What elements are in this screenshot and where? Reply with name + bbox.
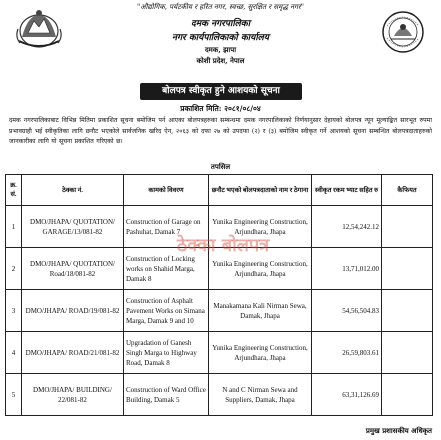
description-cell: Construction of Ward Office Building, Damak 5 xyxy=(124,374,209,416)
table-row xyxy=(6,374,433,416)
municipality-name: दमक नगरपालिका xyxy=(190,19,251,29)
contract-no-cell: DMO/JHAPA/ QUOTATION/ Road/18/081-82 xyxy=(22,248,124,290)
contract-no-cell: DMO/JHAPA/ ROAD/19/081-82 xyxy=(22,290,124,332)
description-cell: Construction of Locking works on Shahid Marga, Damak 8 xyxy=(124,248,209,290)
address-line-2: कोशी प्रदेश, नेपाल xyxy=(196,56,245,65)
watermark-text: ठेक्का बोलपत्र xyxy=(176,235,270,256)
table-row xyxy=(6,290,433,332)
publication-date: प्रकाशित मिति: २०८१/०८/०४ xyxy=(180,104,261,113)
header-remarks: कैफियत xyxy=(382,175,433,206)
description-cell: Construction of Asphalt Pavement Works on Simana Marga, Damak 9 and 10 xyxy=(124,290,209,332)
table-row xyxy=(6,206,433,248)
remarks-cell xyxy=(382,290,433,332)
serial-cell: 3 xyxy=(6,290,22,332)
contract-no-cell: DMO/JHAPA/ QUOTATION/ GARAGE/13/081-82 xyxy=(22,206,124,248)
amount-cell: 63,31,126.69 xyxy=(312,374,382,416)
address-line-1: दमक, झापा xyxy=(204,45,237,54)
remarks-cell xyxy=(382,206,433,248)
bidder-cell: Manakamana Kali Nirman Sewa, Damak, Jhapa xyxy=(209,290,312,332)
bidder-cell: Yunika Engineering Construction, Arjundhara, Jhapa xyxy=(209,248,312,290)
amount-cell: 13,71,012.00 xyxy=(312,248,382,290)
header-work-description: कामको विवरण xyxy=(124,175,209,206)
bidder-cell: Yunika Engineering Construction, Arjundhara, Jhapa xyxy=(209,206,312,248)
remarks-cell xyxy=(382,374,433,416)
table-row xyxy=(6,248,433,290)
notice-body: दमक नगरपालिकाबाट विभिन्न मितिमा प्रकाशित सूचना बमोजिम पर्न आएका बोलपत्रहरुका सम्बन्धमा दमक नगरपालिकाको निर्णयानुसार देहायको बोलपत्र न्यून मूल्याङ्कित सारभूत रुपमा प्रभावग्राही भई स्वीकृतिका लागि छनौट भएकोले सार्वजनिक खरिद ऐन, २०६३ को दफा २७ को उपदफा (२) र (३) बमोजिम स्वीकृत गर्ने आशयको सूचना सम्बन्धित बोलपत्रदाताहरुको जानकारीका लागि यो सूचना प्रकाशित गरिएको छ। xyxy=(9,117,432,145)
serial-cell: 5 xyxy=(6,374,22,416)
details-label: तपसिल xyxy=(210,162,231,171)
table-row xyxy=(6,332,433,374)
bidder-cell: Yunika Engineering Construction, Arjundhara, Jhapa xyxy=(209,332,312,374)
amount-cell: 54,56,504.83 xyxy=(312,290,382,332)
serial-cell: 4 xyxy=(6,332,22,374)
amount-cell: 26,59,803.61 xyxy=(312,332,382,374)
bidder-cell: N and C Nirman Sewa and Suppliers, Damak, Jhapa xyxy=(209,374,312,416)
header-selected-bidder: छनौट भएको बोलपत्रदाताको नाम र ठेगाना xyxy=(209,175,312,206)
header-contract-no: ठेक्का नं. xyxy=(22,175,124,206)
description-cell: Construction of Garage on Pashuhat, Damak 7 xyxy=(124,206,209,248)
remarks-cell xyxy=(382,248,433,290)
municipality-motto: "औद्योगिक, पर्यटकीय र हरित नगर, स्वच्छ, सुरक्षित र समृद्ध नगर" xyxy=(137,3,304,11)
contract-no-cell: DMO/JHAPA/ ROAD/21/081-82 xyxy=(22,332,124,374)
serial-cell: 1 xyxy=(6,206,22,248)
signature-title: प्रमुख प्रशासकीय अधिकृत xyxy=(365,426,432,435)
office-name: नगर कार्यपालिकाको कार्यालय xyxy=(172,33,269,43)
remarks-cell xyxy=(382,332,433,374)
amount-cell: 12,54,242.12 xyxy=(312,206,382,248)
notice-title: बोलपत्र स्वीकृत हुने आशयको सूचना xyxy=(140,83,302,100)
contracts-table xyxy=(5,174,433,416)
table-header-row xyxy=(6,175,433,206)
description-cell: Upgradation of Ganesh Singh Marga to Highway Road, Damak 8 xyxy=(124,332,209,374)
header-serial: क्र. सं. xyxy=(6,175,22,206)
header-approved-amount: स्वीकृत रकम भ्याट सहित रु xyxy=(312,175,382,206)
serial-cell: 2 xyxy=(6,248,22,290)
contract-no-cell: DMO/JHAPA/ BUILDING/ 22/081-82 xyxy=(22,374,124,416)
